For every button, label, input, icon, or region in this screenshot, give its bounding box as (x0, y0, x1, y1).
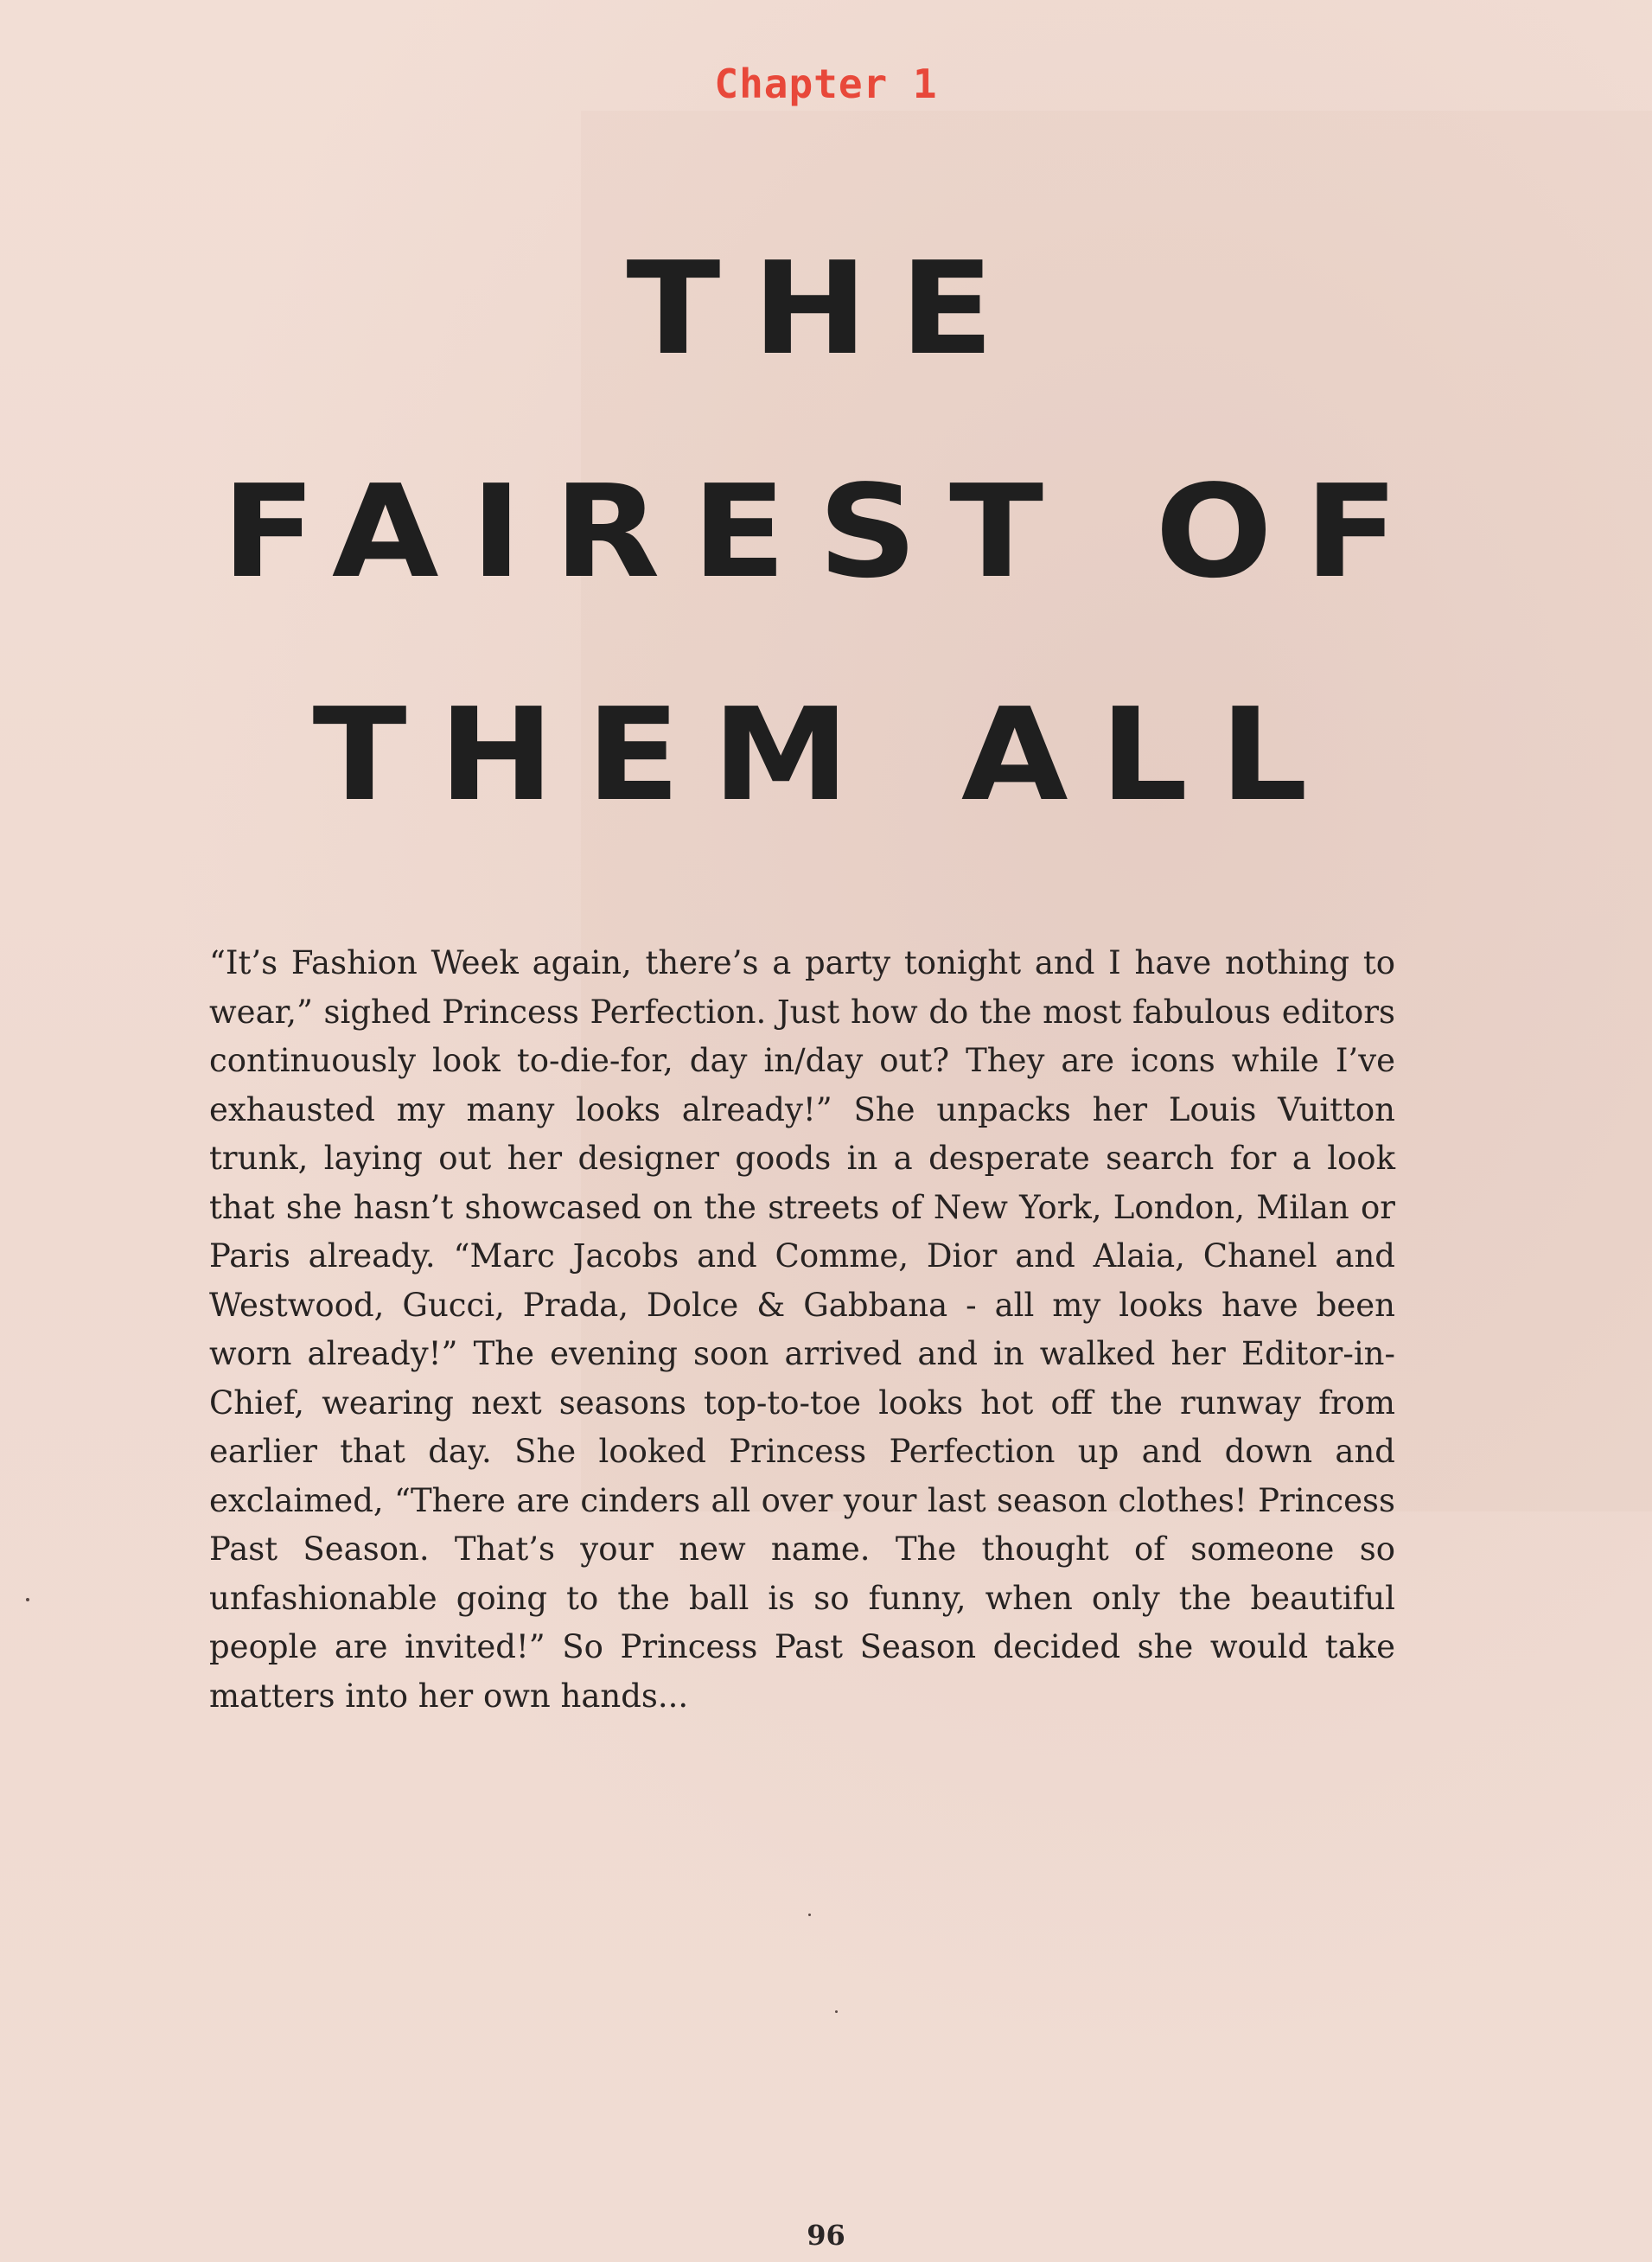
title-line-1: THE (626, 234, 1026, 383)
title-line-3: THEM ALL (312, 681, 1340, 829)
chapter-title (0, 197, 1652, 866)
paper-speck (808, 1914, 811, 1916)
chapter-label: Chapter 1 (714, 61, 938, 107)
title-line-2: FAIREST OF (221, 457, 1431, 606)
paper-speck (835, 2010, 838, 2013)
page-number: 96 (807, 2219, 845, 2252)
body-paragraph: “It’s Fashion Week again, there’s a party tonight and I have nothing to wear,” sighed Princess Perfection. Just how do the most fabulous editors continuously look to-die-for, day in/day out? They are icons while I’ve exhausted my many looks already!” She unpacks her Louis Vuitton trunk, laying out her designer goods in a desperate search for a look that she hasn’t showcased on the streets of New York, London, Milan or Paris already. “Marc Jacobs and Comme, Dior and Alaia, Chanel and Westwood, Gucci, Prada, Dolce & Gabbana - all my looks have been worn already!” The evening soon arrived and in walked her Editor-in-Chief, wearing next seasons top-to-toe looks hot off the runway from earlier that day. She looked Princess Perfection up and down and exclaimed, “There are cinders all over your last season clothes! Princess Past Season. That’s your new name. The thought of someone so unfashionable going to the ball is so funny, when only the beautiful people are invited!” So Princess Past Season decided she would take matters into her own hands... (209, 944, 1395, 1715)
paper-speck (26, 1598, 29, 1601)
